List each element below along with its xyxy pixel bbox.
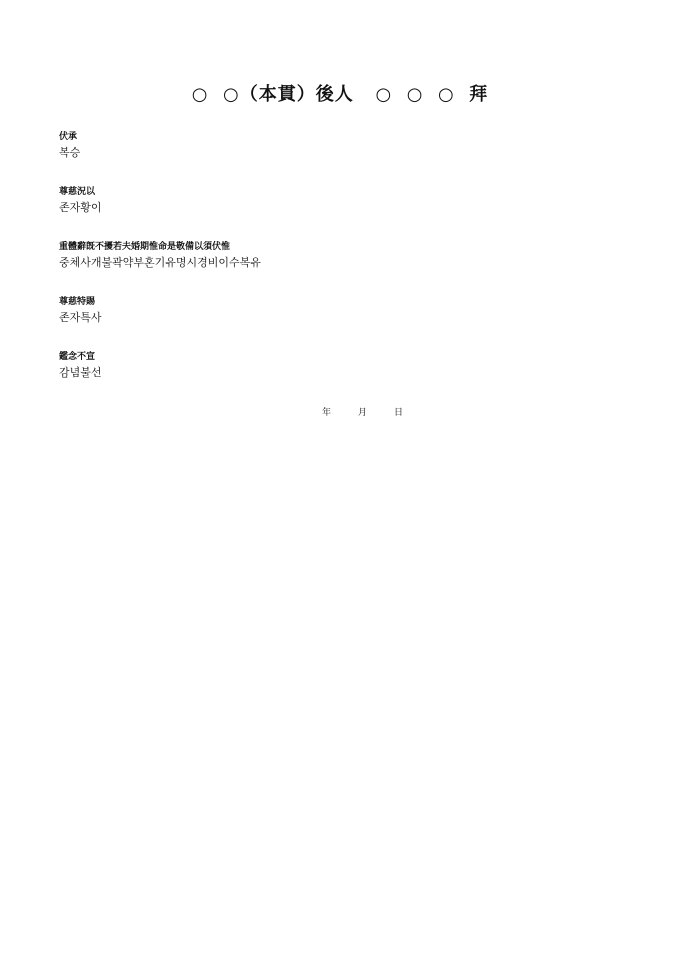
section-jonja-teuksa: [59, 296, 619, 351]
date-line: [322, 405, 403, 418]
section-bokseung: [59, 131, 619, 186]
hangul-reading: 감념불선: [59, 366, 102, 379]
date-day-label: 日: [394, 408, 404, 418]
letter-title: ○ ○（本貫）後人 ○ ○ ○ 拜: [191, 84, 489, 105]
section-main-text: [59, 241, 619, 296]
hangul-reading: 복승: [59, 146, 81, 159]
section-jonja-hwangi: [59, 186, 619, 241]
hangul-reading: 존자황이: [59, 201, 102, 214]
hanja-line: 重體辭旣不擾若夫婚期惟命是敬備以須伏惟: [59, 242, 231, 252]
hanja-line: 伏承: [59, 132, 78, 142]
hanja-line: 鑑念不宣: [59, 352, 96, 362]
section-gamnyeom-bulseon: [59, 351, 619, 406]
hanja-line: 尊慈特賜: [59, 297, 96, 307]
hanja-line: 尊慈況以: [59, 187, 96, 197]
date-month-label: 月: [358, 408, 368, 418]
date-year-label: 年: [322, 408, 332, 418]
letter-body: [59, 131, 619, 406]
hangul-reading: 존자특사: [59, 311, 102, 324]
hangul-reading: 중체사개불곽약부혼기유명시경비이수복유: [59, 256, 261, 269]
